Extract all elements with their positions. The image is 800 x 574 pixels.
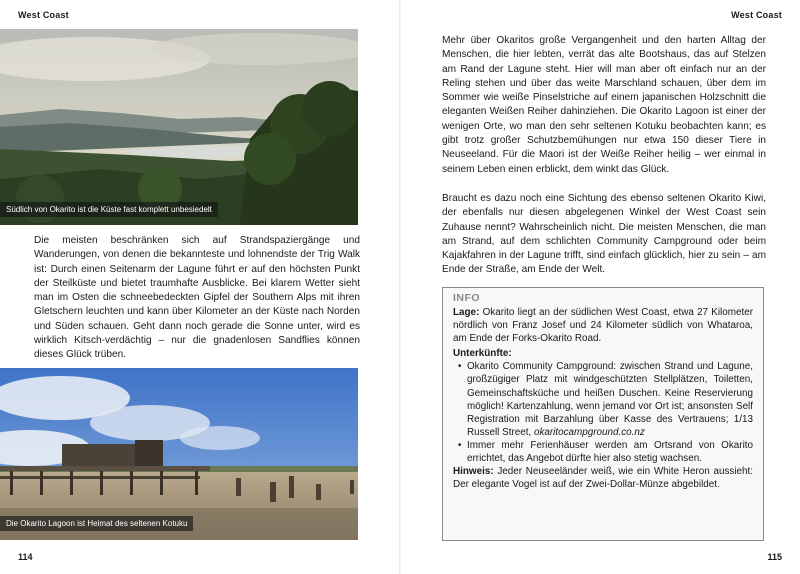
page-number: 115 <box>767 552 782 562</box>
running-head: West Coast <box>18 10 69 20</box>
lagoon-photo <box>0 368 358 540</box>
info-box <box>442 287 764 541</box>
right-page <box>400 0 800 574</box>
info-note-label: Hinweis: <box>453 466 494 478</box>
info-accommodation-list <box>453 360 753 465</box>
info-box-title: INFO <box>453 292 481 304</box>
photo-caption: Die Okarito Lagoon ist Heimat des seltenen Kotuku <box>0 516 193 531</box>
campground-website-link[interactable]: okaritocampground.co.nz <box>533 426 645 438</box>
info-location-text: Okarito liegt an der südlichen West Coast, etwa 27 Kilometer nördlich von Franz Josef und 24 Kilometer südlich von Whataroa, am Ende der Forks-Okarito Road. <box>453 307 753 345</box>
running-head: West Coast <box>731 10 782 20</box>
list-item-text: Okarito Community Campground: zwischen Strand und Lagune, großzügiger Platz mit windgeschützten Stellplätzen, Toiletten, Gemeinschaftsküche und heißen Duschen. Keine Reservierung möglich! Kartenzahlung, wenn jemand vor Ort ist; ansonsten Self Registration mit Barzahlung über Kasse des Vertrauens; 1/13 Russell Street, <box>467 361 753 438</box>
lagoon-boathouse-image <box>0 368 358 540</box>
info-location <box>453 306 753 345</box>
list-item <box>467 360 753 439</box>
body-paragraph: Braucht es dazu noch eine Sichtung des ebenso seltenen Okarito Kiwi, der ebenfalls nur diesen abgelegenen Winkel der West Coast sein Zuhause nennt? Wahrscheinlich nicht. Die meisten Menschen, die man am Strand, auf dem schlichten Community Campground oder beim Kajakfahren in der Lagune trifft, sind einfach glücklich, hier zu sein – am Ende der Straße, am Ende der Welt. <box>442 193 766 276</box>
coast-photo <box>0 29 358 225</box>
info-note-text: Jeder Neuseeländer weiß, wie ein White Heron aussieht: Der elegante Vogel ist auf der Zwei-Dollar-Münze abgebildet. <box>453 466 753 491</box>
photo-caption: Südlich von Okarito ist die Küste fast komplett unbesiedelt <box>0 202 218 217</box>
page-number: 114 <box>18 552 33 562</box>
list-item-text: Immer mehr Ferienhäuser werden am Ortsrand von Okarito errichtet, das Angebot dürfte hier also stetig wachsen. <box>467 439 753 465</box>
info-accommodation-label: Unterkünfte: <box>453 348 512 360</box>
coast-landscape-image <box>0 29 358 225</box>
info-location-label: Lage: <box>453 307 480 318</box>
list-item <box>467 439 753 465</box>
body-paragraph: Die meisten beschränken sich auf Strandspaziergänge und Wanderungen, von denen die bekannteste und lohnendste der Trig Walk ist: Durch einen Seitenarm der Lagune führt er auf den höchsten Punkt der Steilküste und bietet traumhafte Ausblicke. Bei klarem Wetter sieht man im Osten die schneebedeckten Gipfel der Southern Alps mit ihren Gletschern leuchten und kann über Kilometer an der Küste nach Norden und Süden schauen. Geht dann noch gerade die Sonne unter, wird es wirklich Kitsch-verdächtig – nur die gnadenlosen Sandflies können dieses Glück trüben. <box>34 235 360 361</box>
info-note <box>453 465 753 491</box>
body-paragraph: Mehr über Okaritos große Vergangenheit und den harten Alltag der Menschen, die hier lebten, verrät das alte Bootshaus, das auf Stelzen am Rand der Lagune steht. Hier will man aber oft einfach nur an der Reling stehen und über das weite Marschland schauen, über dem im Sommer wie weiße Pinselstriche auf einem japanischen Holzschnitt die eleganten Weißen Reiher dahinziehen. Die Okarito Lagoon ist einer der wenigen Orte, wo man den sehr seltenen Kotuku beobachten kann; es gibt trotz großer Schutzbemühungen nur etwa 150 dieser Tiere in Neuseeland. Für die Maori ist der Weiße Reiher heilig – wer einmal in seinem Leben einen erblickt, dem winkt das Glück. <box>442 35 766 175</box>
